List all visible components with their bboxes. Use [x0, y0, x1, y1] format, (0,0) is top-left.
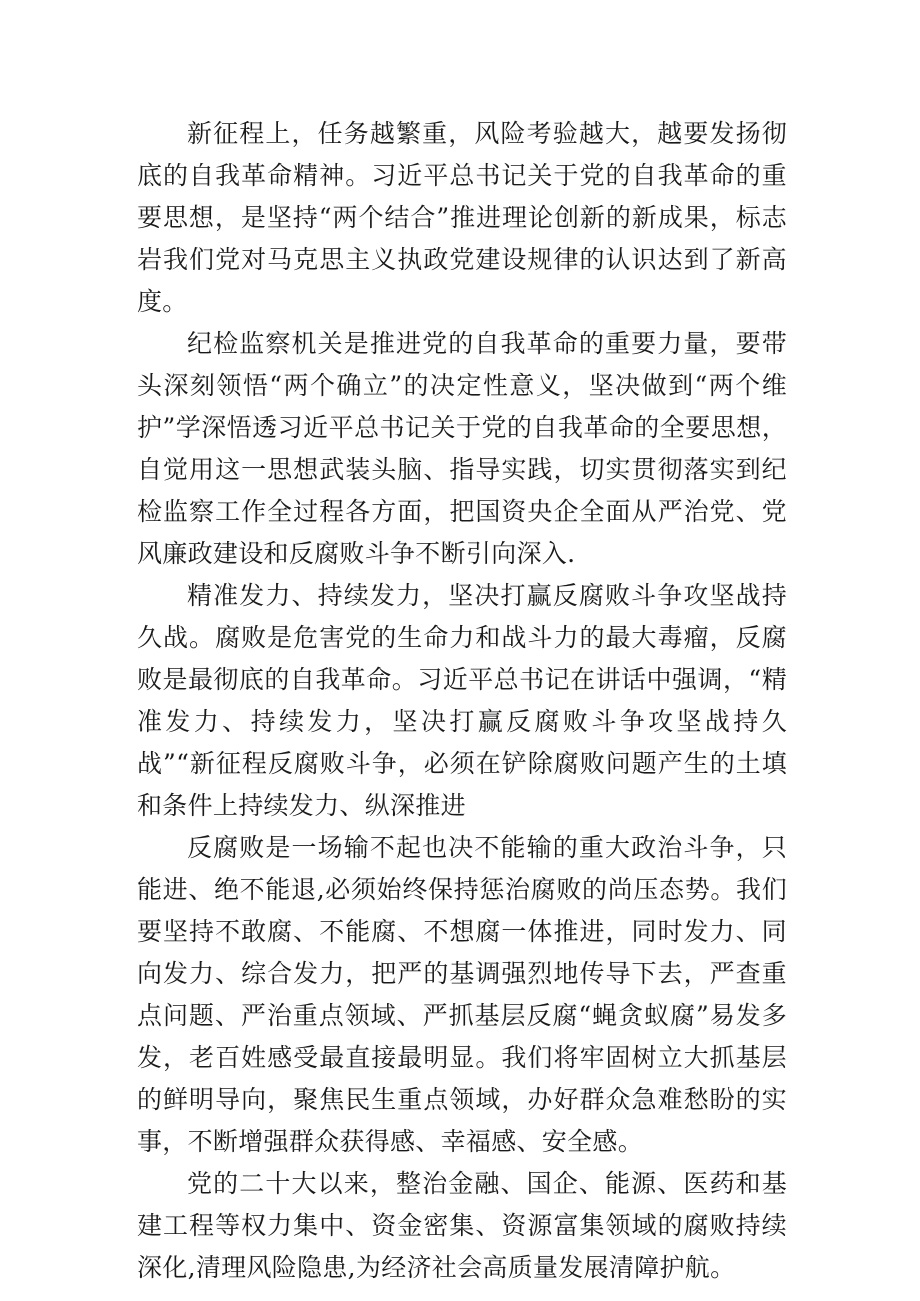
paragraph-5: 党的二十大以来，整治金融、国企、能源、医药和基建工程等权力集中、资金密集、资源富集领域的腐败持续深化,清理风险隐患,为经济社会高质量发展清障护航。: [137, 1169, 787, 1282]
document-body: [137, 113, 787, 1289]
paragraph-2: 纪检监察机关是推进党的自我革命的重要力量，要带头深刻领悟“两个确立”的决定性意义，坚决做到“两个维护”学深悟透习近平总书记关于党的自我革命的全要思想，自觉用这一思想武装头脑、指导实践，切实贯彻落实到纪检监察工作全过程各方面，把国资央企全面从严治党、党风廉政建设和反腐败斗争不断引向深入.: [137, 329, 787, 568]
paragraph-4: 反腐败是一场输不起也决不能输的重大政治斗争，只能进、绝不能退,必须始终保持惩治腐败的尚压态势。我们要坚持不敢腐、不能腐、不想腐一体推进，同时发力、同向发力、综合发力，把严的基调强烈地传导下去，严查重点问题、严治重点领域、严抓基层反腐“蝇贪蚁腐”易发多发，老百姓感受最直接最明显。我们将牢固树立大抓基层的鲜明导向，聚焦民生重点领域，办好群众急难愁盼的实事，不断增强群众获得感、幸福感、安全感。: [137, 833, 787, 1156]
paragraph-1: 新征程上，任务越繁重，风险考验越大，越要发扬彻底的自我革命精神。习近平总书记关于党的自我革命的重要思想，是坚持“两个结合”推进理论创新的新成果，标志岩我们党对马克思主义执政党建设规律的认识达到了新高度。: [137, 119, 787, 316]
paragraph-3: 精准发力、持续发力，坚决打赢反腐败斗争攻坚战持久战。腐败是危害党的生命力和战斗力的最大毒瘤，反腐败是最彻底的自我革命。习近平总书记在讲话中强调，“精准发力、持续发力，坚决打赢反腐败斗争攻坚战持久战”“新征程反腐败斗争，必须在铲除腐败问题产生的土填和条件上持续发力、纵深推进: [137, 581, 787, 820]
